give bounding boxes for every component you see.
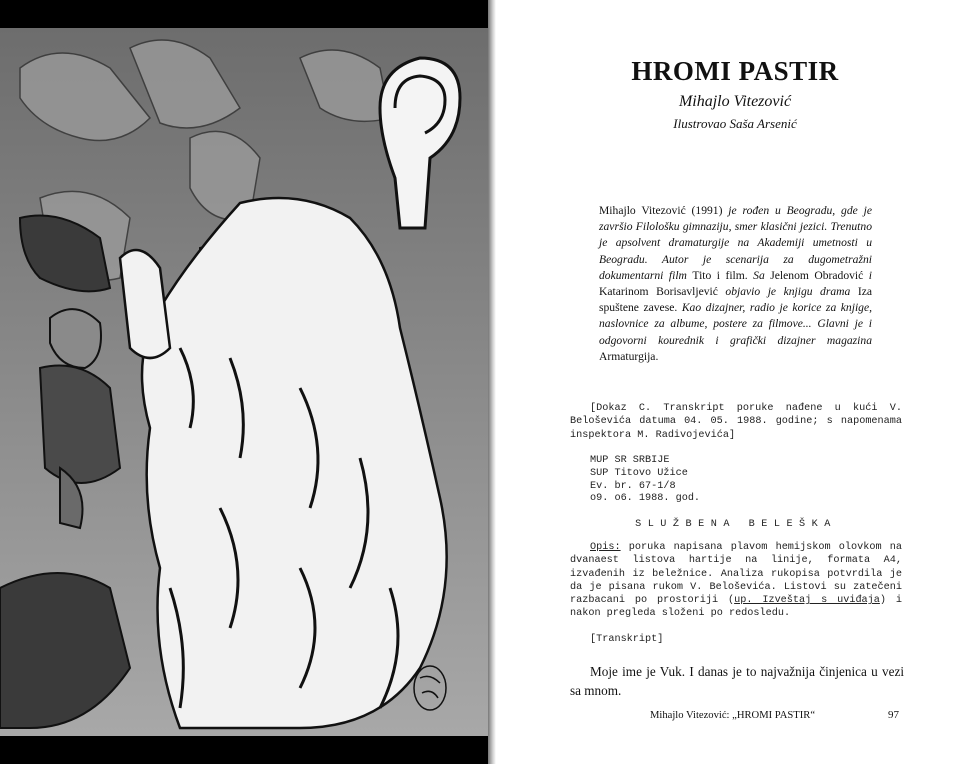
report-reference-link[interactable]: up. Izveštaj s uviđaja (734, 595, 880, 607)
bio-segment: Armaturgija. (599, 349, 659, 363)
ministry-line: o9. o6. 1988. god. (590, 493, 701, 505)
bio-segment: Sa (753, 268, 771, 282)
page-number: 97 (888, 709, 899, 721)
author-bio (599, 203, 872, 365)
description-text: poruka napisana plavom hemijskom olovkom na dvanaest listova hartije na linije, formata A4, izvađenih iz beležnice. Analiza rukopisa potvrdila je da je pisana rukom V. Beloševića. Listovi su zatečeni razbacani po prostoriji ( (570, 542, 902, 607)
description-text-end: ) i nakon pregleda složeni po redosledu. (570, 595, 903, 620)
bio-segment: je rođen u Beogradu, gde je završio Filološku gimnaziju, smer klasični jezici. Trenutno je apsolvent dramaturgije na Akademiji umetnosti u Beogradu. Autor je scenarija za dugometražni dokumentarni film (599, 204, 872, 282)
bio-segment: Katarinom Borisavljević (599, 285, 726, 299)
page-footer: Mihajlo Vitezović: „HROMI PASTIR“ (650, 710, 816, 721)
bio-segment: i (868, 268, 872, 282)
story-body-text: Moje ime je Vuk. I danas je to najvažnija činjenica u vezi sa mnom. (570, 664, 904, 698)
evidence-header: [Dokaz C. Transkript poruke nađene u kući V. Beloševića datuma 04. 05. 1988. godine; s napomenama inspektora M. Radivojevića] (570, 403, 902, 441)
ministry-line: SUP Titovo Užice (590, 467, 688, 479)
bio-segment: Iza spuštene zavese. (599, 285, 872, 315)
bio-segment: Mihajlo Vitezović (1991) (599, 204, 729, 217)
bio-segment: Kao dizajner, radio je korice za knjige, naslovnice za albume, postere za filmove... Glavni je i odgovorni kourednik i grafički dizajner magazina (599, 301, 873, 347)
bio-segment: Tito i film. (692, 268, 754, 282)
ministry-block (590, 454, 790, 505)
transcript-label: [Transkript] (590, 634, 664, 645)
ministry-line: Ev. br. 67-1/8 (590, 480, 676, 492)
ministry-line: MUP SR SRBIJE (590, 455, 670, 466)
bio-segment: Jelenom Obradović (770, 268, 869, 282)
right-page (496, 0, 974, 764)
ink-illustration (0, 28, 488, 736)
bio-segment: objavio je knjigu drama (725, 285, 858, 299)
story-title: HROMI PASTIR (631, 56, 839, 86)
illustrator-credit: Ilustrovao Saša Arsenić (673, 116, 797, 131)
description-paragraph (570, 541, 902, 621)
book-gutter (488, 0, 496, 764)
author-name: Mihajlo Vitezović (678, 93, 792, 110)
description-label: Opis: (590, 542, 621, 553)
official-note-heading: SLUŽBENA BELEŠKA (635, 519, 837, 530)
